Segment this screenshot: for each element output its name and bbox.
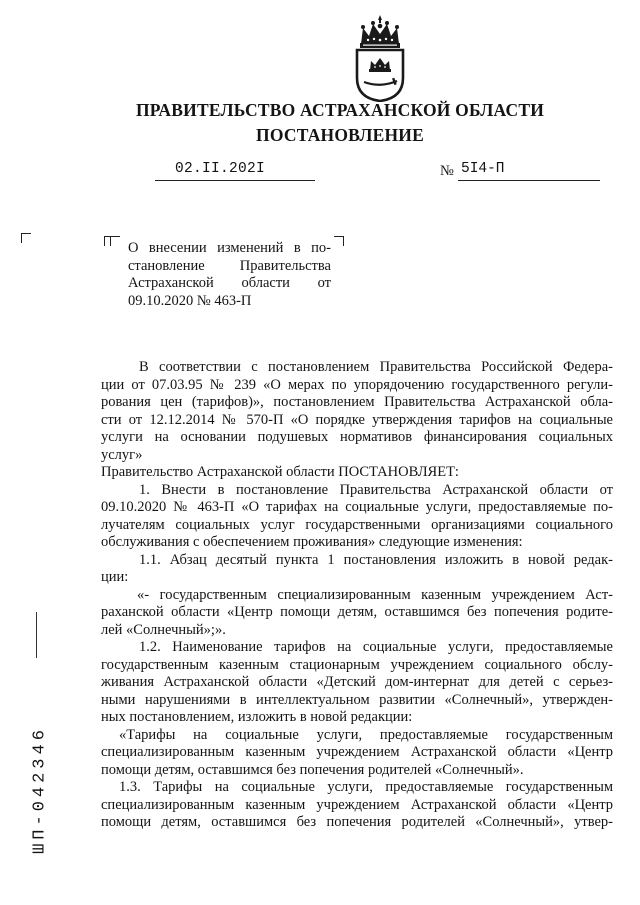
document-number: 5I4-П — [461, 161, 505, 177]
subject-corner-mark-right — [334, 236, 344, 246]
subject-line: Астраханской области от — [128, 275, 331, 291]
body-line: «Тарифы на социальные услуги, предоставляемые государственным — [119, 726, 613, 743]
body-line: помощи детям, оставшимся без попечения родителей «Солнечный», утвер- — [101, 814, 613, 830]
body-line: живания Астраханской области «Детский дом-интернат для детей с серьез- — [101, 674, 613, 690]
body-line: ции: — [101, 569, 129, 585]
body-line: лучателям социальных услуг государственными организациями социального — [101, 516, 613, 533]
body-line: ции от 07.03.95 № 239 «О мерах по упорядочению государственного регули- — [101, 376, 613, 393]
body-line: ных постановлением, изложить в новой редакции: — [101, 709, 413, 725]
body-line: обслуживания с обеспечением проживания» следующие изменения: — [101, 534, 523, 550]
date-underline — [155, 180, 315, 181]
document-body — [101, 359, 613, 832]
body-line: 09.10.2020 № 463-П «О тарифах на социальные услуги, предоставляемые по- — [101, 499, 613, 515]
margin-mark — [36, 612, 37, 658]
document-type-title: ПОСТАНОВЛЕНИЕ — [256, 125, 424, 145]
corner-mark-left — [21, 233, 31, 243]
body-line: услуги на основании подушевых нормативов финансирования социальных — [101, 429, 613, 445]
body-line: В соответствии с постановлением Правительства Российской Федера- — [139, 359, 613, 375]
subject-corner-mark — [110, 236, 120, 246]
body-line: специализированным казенным учреждением Астраханской области «Центр — [101, 796, 613, 813]
body-line: 1.3. Тарифы на социальные услуги, предоставляемые государственным — [119, 779, 613, 795]
subject-block — [128, 240, 331, 310]
body-line: 1. Внести в постановление Правительства Астраханской области от — [139, 481, 613, 498]
body-line: государственным казенным стационарным учреждением социального обслу- — [101, 656, 613, 673]
body-line: Правительство Астраханской области ПОСТАНОВЛЯЕТ: — [101, 464, 459, 480]
body-line: 1.1. Абзац десятый пункта 1 постановления изложить в новой редак- — [139, 551, 613, 568]
body-line: 1.2. Наименование тарифов на социальные услуги, предоставляемые — [139, 639, 613, 655]
form-serial-number: ШП-042346 — [30, 726, 50, 854]
document-date: 02.II.202I — [175, 161, 266, 177]
body-line: специализированным казенным учреждением Астраханской области «Центр — [101, 744, 613, 760]
subject-line: О внесении изменений в по- — [128, 240, 331, 256]
coat-of-arms-icon — [353, 14, 407, 102]
body-line: помощи детям, оставшимся без попечения родителей «Солнечный». — [101, 761, 524, 778]
number-underline — [458, 180, 600, 181]
body-line: раханской области «Центр помощи детям, оставшимся без попечения родите- — [101, 604, 613, 620]
body-line: ными нарушениями в интеллектуальном развитии «Солнечный», утвержден- — [101, 691, 613, 708]
subject-line: 09.10.2020 № 463-П — [128, 292, 252, 309]
subject-line: становление Правительства — [128, 257, 331, 274]
body-line: сти от 12.12.2014 № 570-П «О порядке утверждения тарифов на социальные — [101, 411, 613, 428]
body-line: «- государственным специализированным казенным учреждением Аст- — [137, 586, 613, 603]
body-line: лей «Солнечный»;». — [101, 621, 226, 638]
government-title: ПРАВИТЕЛЬСТВО АСТРАХАНСКОЙ ОБЛАСТИ — [135, 100, 545, 120]
body-line: услуг» — [101, 446, 143, 463]
body-line: рования цен (тарифов)», постановлением Правительства Астраханской обла- — [101, 394, 613, 410]
number-label: № — [440, 163, 454, 179]
